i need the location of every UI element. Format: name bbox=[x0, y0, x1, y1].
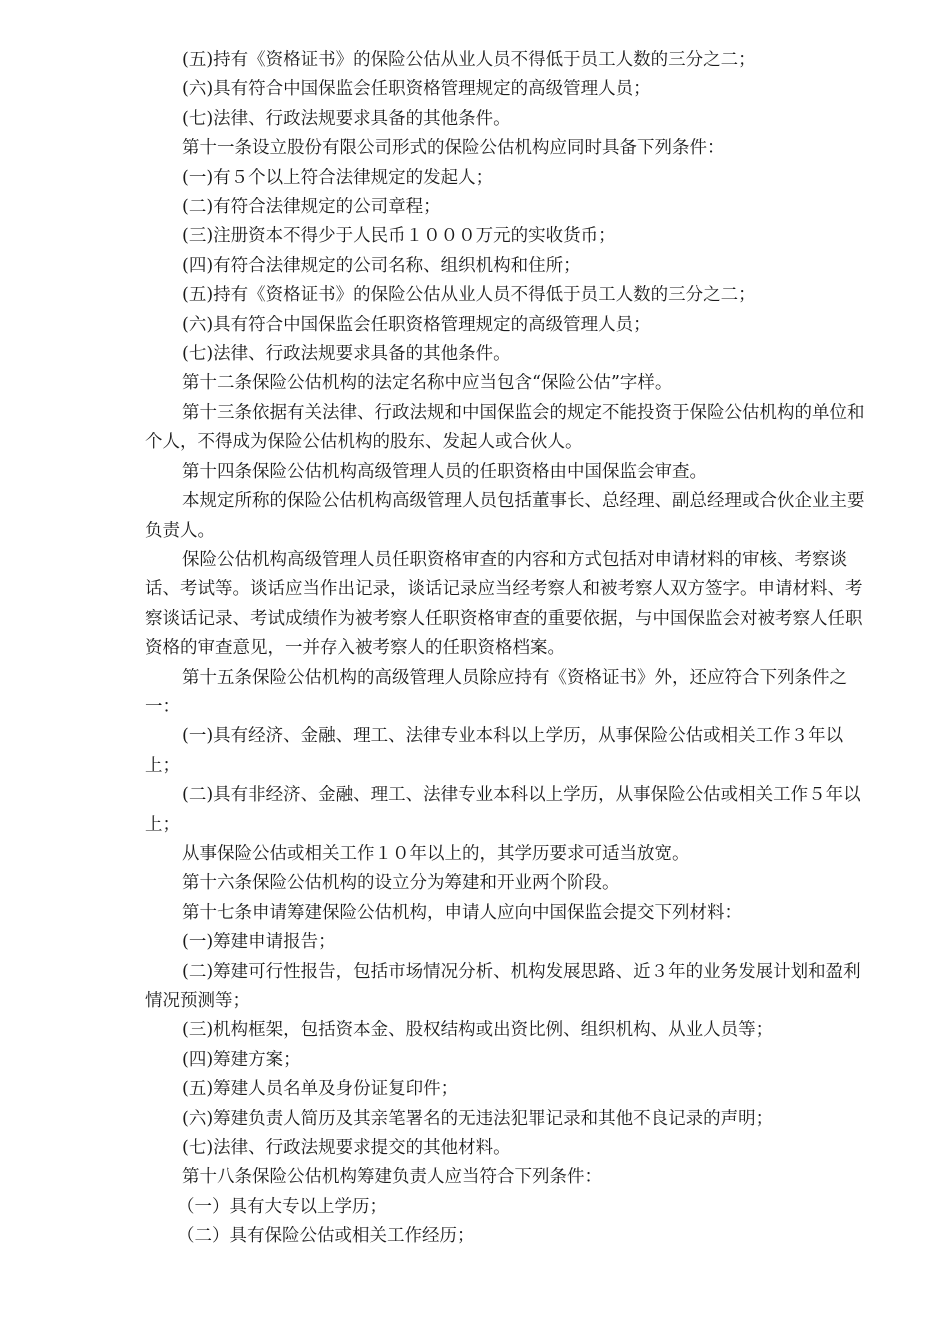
paragraph-23: (一)筹建申请报告； bbox=[182, 932, 336, 953]
paragraph-1: (五)持有《资格证书》的保险公估从业人员不得低于员工人数的三分之二； bbox=[182, 50, 756, 70]
paragraph-30: 第十八条保险公估机构筹建负责人应当符合下列条件： bbox=[182, 1167, 602, 1188]
paragraph-27: (五)筹建人员名单及身份证复印件； bbox=[182, 1079, 459, 1100]
paragraph-32: （二）具有保险公估或相关工作经历； bbox=[177, 1226, 475, 1247]
document-body bbox=[145, 46, 873, 1252]
paragraph-10: (六)具有符合中国保监会任职资格管理规定的高级管理人员； bbox=[182, 314, 651, 335]
paragraph-21: 第十六条保险公估机构的设立分为筹建和开业两个阶段。 bbox=[182, 873, 620, 894]
paragraph-11: (七)法律、行政法规要求具备的其他条件。 bbox=[182, 344, 511, 365]
paragraph-20: 从事保险公估或相关工作１０年以上的，其学历要求可适当放宽。 bbox=[182, 843, 690, 864]
paragraph-9: (五)持有《资格证书》的保险公估从业人员不得低于员工人数的三分之二； bbox=[182, 285, 756, 306]
paragraph-28: (六)筹建负责人简历及其亲笔署名的无违法犯罪记录和其他不良记录的声明； bbox=[182, 1108, 774, 1129]
paragraph-2: (六)具有符合中国保监会任职资格管理规定的高级管理人员； bbox=[182, 79, 651, 100]
paragraph-31: （一）具有大专以上学历； bbox=[177, 1196, 387, 1217]
paragraph-26: (四)筹建方案； bbox=[182, 1049, 301, 1070]
paragraph-18: (一)具有经济、金融、理工、法律专业本科以上学历，从事保险公估或相关工作３年以上； bbox=[145, 726, 844, 776]
paragraph-29: (七)法律、行政法规要求提交的其他材料。 bbox=[182, 1138, 511, 1159]
paragraph-15: 本规定所称的保险公估机构高级管理人员包括董事长、总经理、副总经理或合伙企业主要负责人。 bbox=[145, 491, 865, 541]
paragraph-19: (二)具有非经济、金融、理工、法律专业本科以上学历，从事保险公估或相关工作５年以上； bbox=[145, 785, 861, 835]
paragraph-12: 第十二条保险公估机构的法定名称中应当包含“保险公估”字样。 bbox=[182, 373, 673, 394]
paragraph-4: 第十一条设立股份有限公司形式的保险公估机构应同时具备下列条件： bbox=[182, 138, 725, 159]
paragraph-6: (二)有符合法律规定的公司章程； bbox=[182, 197, 441, 218]
paragraph-22: 第十七条申请筹建保险公估机构，申请人应向中国保监会提交下列材料： bbox=[182, 902, 742, 923]
paragraph-5: (一)有５个以上符合法律规定的发起人； bbox=[182, 167, 494, 188]
paragraph-3: (七)法律、行政法规要求具备的其他条件。 bbox=[182, 108, 511, 129]
paragraph-7: (三)注册资本不得少于人民币１０００万元的实收货币； bbox=[182, 226, 616, 247]
paragraph-25: (三)机构框架，包括资本金、股权结构或出资比例、组织机构、从业人员等； bbox=[182, 1020, 774, 1041]
paragraph-24: (二)筹建可行性报告，包括市场情况分析、机构发展思路、近３年的业务发展计划和盈利情况预测等； bbox=[145, 961, 861, 1011]
paragraph-14: 第十四条保险公估机构高级管理人员的任职资格由中国保监会审查。 bbox=[182, 461, 707, 482]
paragraph-13: 第十三条依据有关法律、行政法规和中国保监会的规定不能投资于保险公估机构的单位和个人，不得成为保险公估机构的股东、发起人或合伙人。 bbox=[145, 402, 865, 453]
paragraph-17: 第十五条保险公估机构的高级管理人员除应持有《资格证书》外，还应符合下列条件之一： bbox=[145, 667, 847, 717]
paragraph-8: (四)有符合法律规定的公司名称、组织机构和住所； bbox=[182, 255, 581, 276]
paragraph-16: 保险公估机构高级管理人员任职资格审查的内容和方式包括对申请材料的审核、考察谈话、考试等。谈话应当作出记录，谈话记录应当经考察人和被考察人双方签字。申请材料、考察谈话记录、考试成绩作为被考察人任职资格审查的重要依据，与中国保监会对被考察人任职资格的审查意见，一并存入被考察人的任职资格档案。 bbox=[145, 549, 863, 659]
